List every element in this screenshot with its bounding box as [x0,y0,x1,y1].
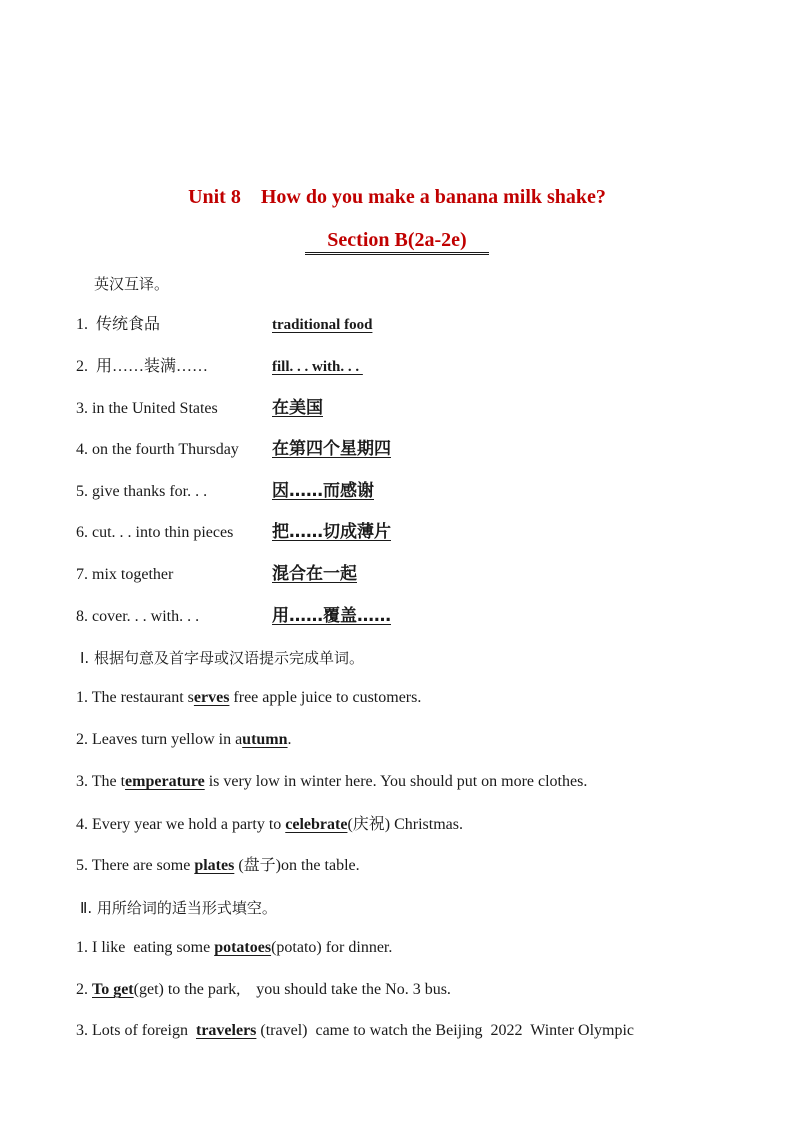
translation-item-8-answer: 用……覆盖…… [272,606,391,626]
translation-item-7-answer: 混合在一起 [272,564,357,584]
part2-item-1-answer: potatoes [214,939,272,956]
part1-item-3-post: is very low in winter here. You should put on more clothes. [204,773,588,790]
part1-item-4-pre: 4. Every year we hold a party to [76,816,286,833]
translation-item-5-answer: 因……而感谢 [272,481,374,501]
part1-item-5-answer: plates [194,857,235,874]
translation-item-6-question: 6. cut. . . into thin pieces [76,524,234,541]
part1-item-1-pre: 1. The restaurant s [76,689,194,706]
part1-item-1-answer: erves [193,689,230,706]
part2-item-2-pre: 2. [76,981,92,998]
part1-item-2-answer: utumn [242,731,288,748]
part1-item-4 [76,815,463,835]
translation-item-2-answer: fill. . . with. . . [272,359,363,375]
part1-item-3-answer: emperature [125,773,205,790]
part2-item-3-post: (travel) came to watch the Beijing 2022 Winter Olympic [256,1022,635,1039]
translation-item-4-question: 4. on the fourth Thursday [76,441,239,458]
translation-item-3-answer: 在美国 [272,398,323,418]
part1-item-4-answer: celebrate [285,816,348,833]
translation-item-4-answer: 在第四个星期四 [272,439,391,459]
part1-item-5-pre: 5. There are some [76,857,195,874]
part1-item-5 [76,856,360,876]
translation-heading: 英汉互译。 [94,275,170,293]
part1-item-5-post: (盘子)on the table. [234,857,360,874]
translation-item-3-question: 3. in the United States [76,400,218,417]
part2-item-1-post: (potato) for dinner. [271,939,393,956]
part2-item-3 [76,1021,634,1041]
part2-item-2-answer: To get [92,981,134,998]
part2-item-3-pre: 3. Lots of foreign [76,1022,196,1039]
part1-item-1 [76,688,421,708]
part2-item-2 [76,980,451,1000]
part1-item-3-pre: 3. The t [76,773,126,790]
part2-item-1-pre: 1. I like eating some [76,939,215,956]
part1-item-1-post: free apple juice to customers. [229,689,422,706]
part2-item-2-post: (get) to the park, you should take the No. 3 bus. [133,981,451,998]
part2-item-1 [76,938,392,958]
subtitle-text: Section B(2a-2e) [305,229,488,255]
part2-heading: Ⅱ. 用所给词的适当形式填空。 [80,899,277,917]
part1-item-4-post: (庆祝) Christmas. [347,816,464,833]
translation-item-6-answer: 把……切成薄片 [272,522,391,542]
part1-item-2-pre: 2. Leaves turn yellow in a [76,731,243,748]
translation-item-2-question: 2. 用……装满…… [76,358,209,375]
translation-item-1-question: 1. 传统食品 [76,316,161,333]
section-subtitle [0,229,794,255]
part1-item-3 [76,772,587,792]
page-title: Unit 8 How do you make a banana milk shake? [188,186,606,208]
translation-item-8-question: 8. cover. . . with. . . [76,608,200,625]
translation-item-5-question: 5. give thanks for. . . [76,483,208,500]
translation-item-1-answer: traditional food [272,317,373,333]
part1-heading: Ⅰ. 根据句意及首字母或汉语提示完成单词。 [80,649,364,667]
translation-item-7-question: 7. mix together [76,566,174,583]
part1-item-2-post: . [287,731,292,748]
part2-item-3-answer: travelers [195,1022,257,1039]
part1-item-2 [76,730,292,750]
